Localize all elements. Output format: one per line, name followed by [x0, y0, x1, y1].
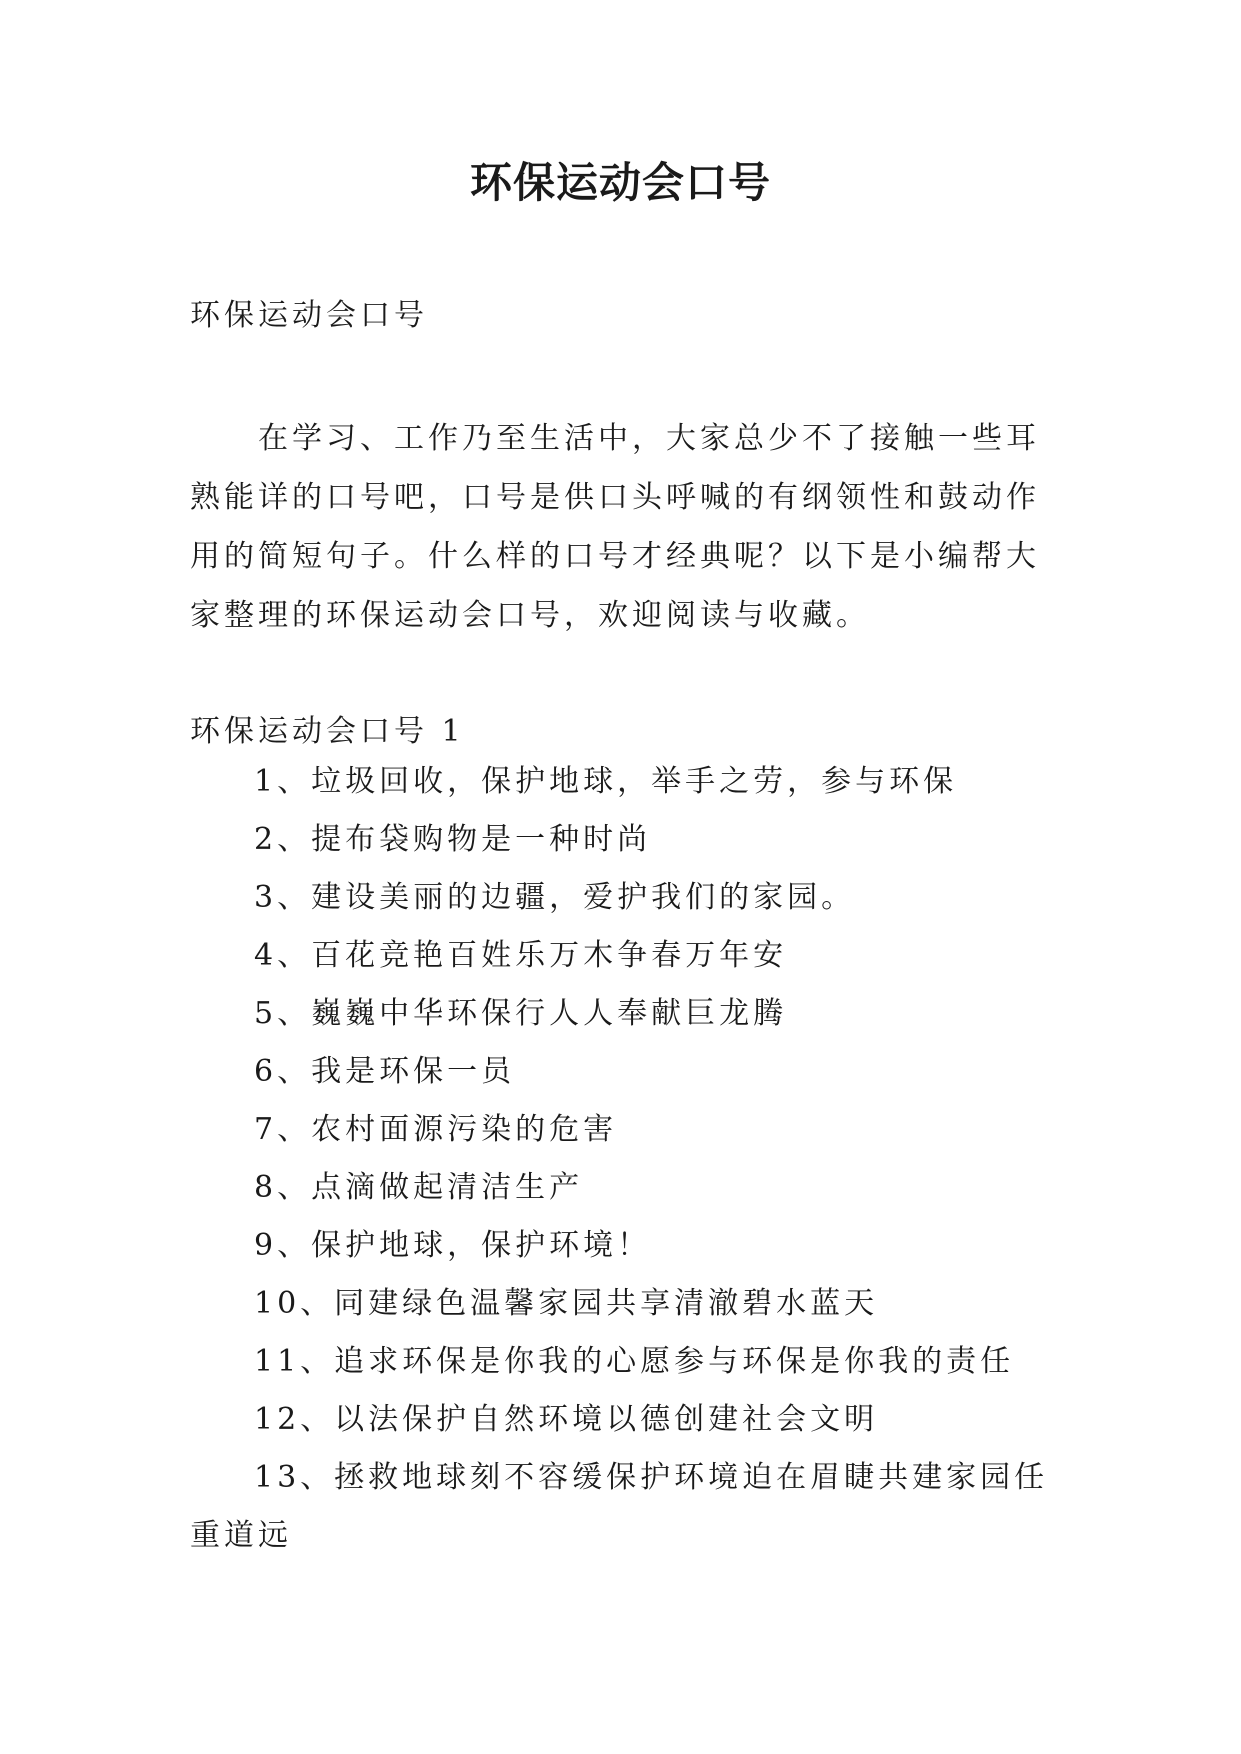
- slogan-item: 8、点滴做起清洁生产: [254, 1170, 584, 1205]
- slogan-item: 10、同建绿色温馨家园共享清澈碧水蓝天: [254, 1286, 879, 1321]
- slogan-item: 2、提布袋购物是一种时尚: [254, 822, 652, 857]
- document-title: 环保运动会口号: [469, 158, 771, 207]
- slogan-item: 3、建设美丽的边疆，爱护我们的家园。: [254, 880, 856, 915]
- slogan-item: 1、垃圾回收，保护地球，举手之劳，参与环保: [254, 764, 958, 799]
- slogan-item: 7、农村面源污染的危害: [254, 1112, 618, 1147]
- slogan-item: 12、以法保护自然环境以德创建社会文明: [254, 1402, 879, 1437]
- slogan-item: 5、巍巍中华环保行人人奉献巨龙腾: [254, 996, 788, 1031]
- intro-paragraph: 在学习、工作乃至生活中，大家总少不了接触一些耳熟能详的口号吧，口号是供口头呼喊的有纲领性和鼓动作用的简短句子。什么样的口号才经典呢？以下是小编帮大家整理的环保运动会口号，欢迎阅读与收藏。: [190, 421, 1040, 633]
- section-heading: 环保运动会口号 1: [190, 714, 465, 749]
- slogan-item: 11、追求环保是你我的心愿参与环保是你我的责任: [254, 1344, 1015, 1379]
- slogan-list: [190, 753, 1060, 1565]
- slogan-item: 4、百花竞艳百姓乐万木争春万年安: [254, 938, 788, 973]
- slogan-item: 13、拯救地球刻不容缓保护环境迫在眉睫共建家园任重道远: [190, 1460, 1049, 1553]
- document-subtitle: 环保运动会口号: [190, 298, 428, 333]
- slogan-item: 6、我是环保一员: [254, 1054, 516, 1089]
- slogan-item: 9、保护地球，保护环境！: [254, 1228, 652, 1263]
